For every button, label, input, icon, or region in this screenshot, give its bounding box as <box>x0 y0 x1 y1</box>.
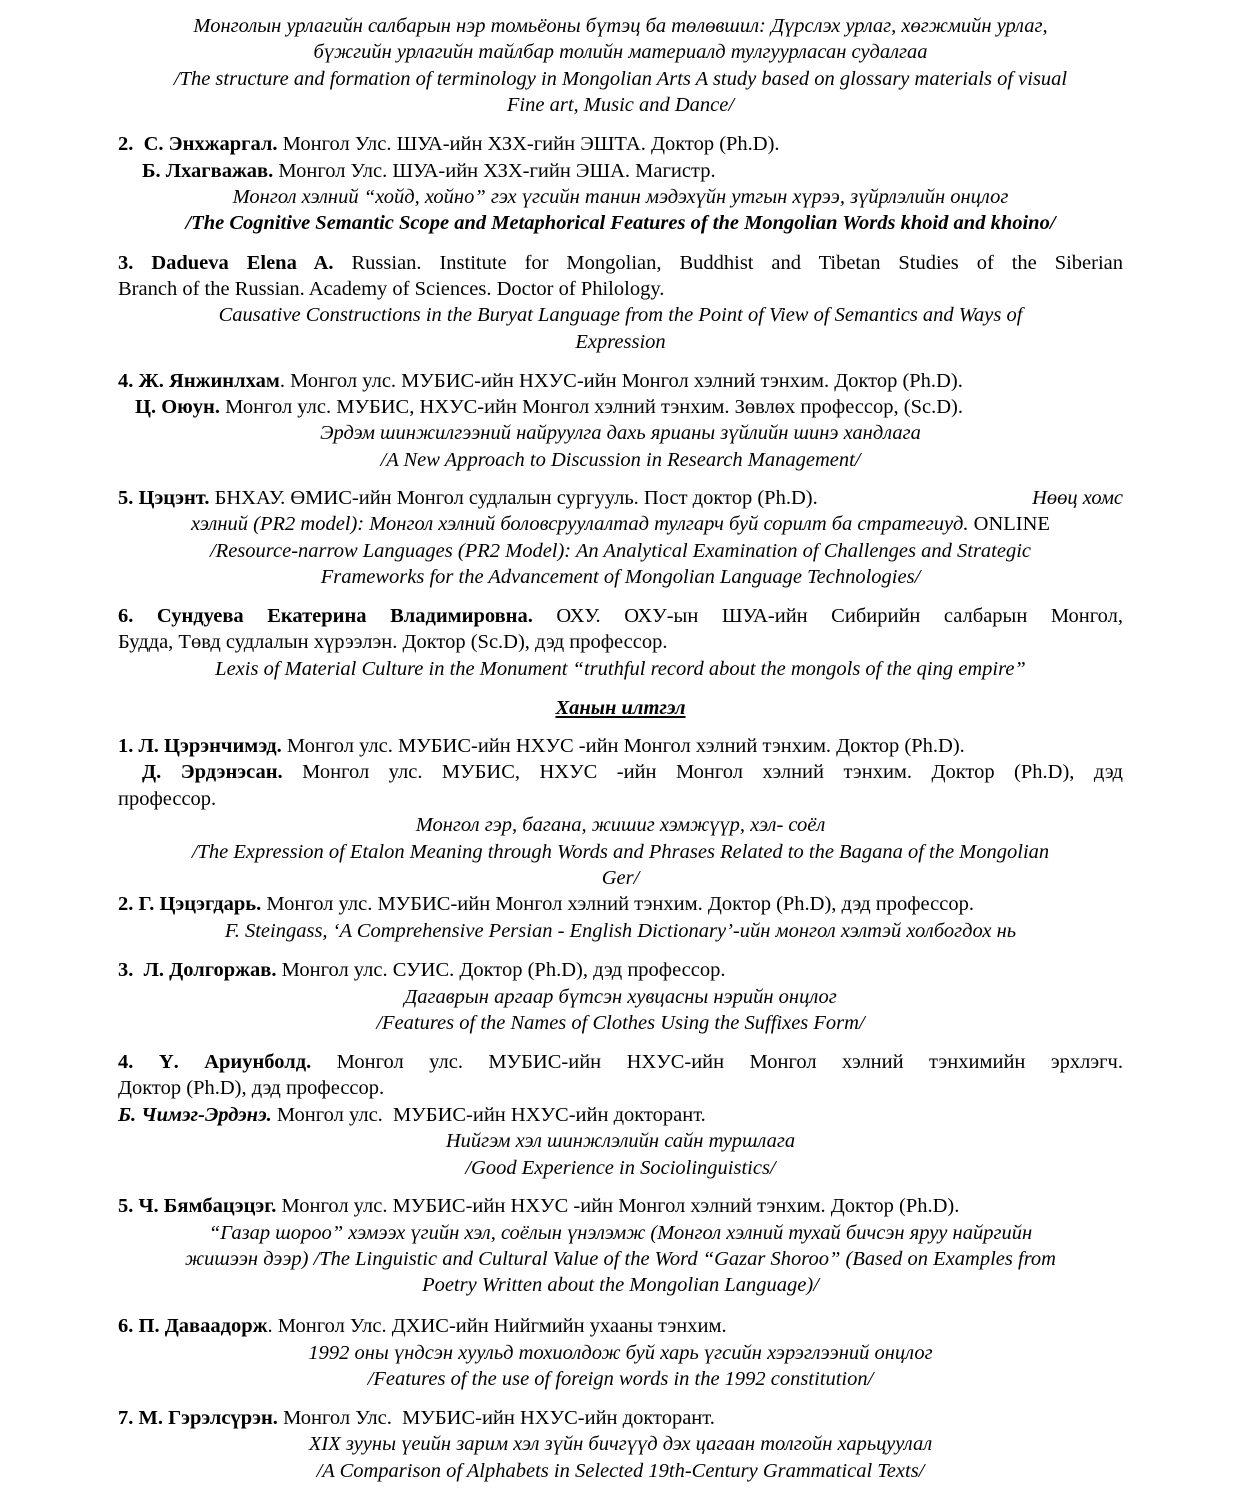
author-name: Л. Долгоржав. <box>143 959 277 981</box>
author-affiliation: Монгол улс. МУБИС-ийн НХУС -ийн Монгол хэлний тэнхим. Доктор (Ph.D). <box>276 1195 960 1217</box>
author-line <box>118 759 1123 785</box>
author-name: С. Энхжаргал. <box>143 133 278 155</box>
title-mn: бүжгийн урлагийн тайлбар толийн материалд тулгуурласан судалгаа <box>313 41 928 63</box>
author-line <box>118 1193 1123 1219</box>
author-affiliation: Будда, Төвд судлалын хүрээлэн. Доктор (Sc.D), дэд профессор. <box>118 631 668 653</box>
title-en: Fine art, Music and Dance/ <box>506 94 735 116</box>
entry-number: 7 <box>118 1407 129 1429</box>
author-name: Б. Лхагважав. <box>142 160 274 182</box>
author-name: Ч. Бямбацэцэг. <box>138 1195 277 1217</box>
title-en: /Good Experience in Sociolinguistics/ <box>465 1157 776 1179</box>
entry-number: 5. <box>118 1195 134 1217</box>
entry-number: 4. <box>118 1051 134 1073</box>
section-heading <box>118 695 1123 721</box>
section-heading-text: Ханын илтгэл <box>555 697 686 719</box>
title: Poetry Written about the Mongolian Language)/ <box>422 1274 819 1296</box>
title-en: Frameworks for the Advancement of Mongolian Language Technologies/ <box>320 566 921 588</box>
author-name: Цэцэнт. <box>138 487 210 509</box>
author-line <box>118 603 1123 629</box>
title-en: /A New Approach to Discussion in Research Management/ <box>380 449 861 471</box>
title-mn: Дагаврын аргаар бүтсэн хувцасны нэрийн онцлог <box>404 986 837 1008</box>
author-affiliation: Монгол улс. МУБИС-ийн НХУС-ийн докторант. <box>271 1104 706 1126</box>
author-name: Б. Чимэг-Эрдэнэ. <box>118 1104 272 1126</box>
author-name: Ү. Ариунболд. <box>158 1051 312 1073</box>
title-en: /Features of the use of foreign words in the 1992 constitution/ <box>367 1368 874 1390</box>
author-affiliation: Монгол Улс. МУБИС-ийн НХУС-ийн докторант. <box>277 1407 715 1429</box>
author-line <box>118 1313 1123 1339</box>
entry-number: 6. <box>118 1315 134 1337</box>
title-mn: Монгол гэр, багана, жишиг хэмжүүр, хэл- соёл <box>415 814 826 836</box>
title-mn: Эрдэм шинжилгээний найруулга дахь ярианы зүйлийн шинэ хандлага <box>320 422 921 444</box>
entry-number: 2. <box>118 133 134 155</box>
title-en: Ger/ <box>601 867 640 889</box>
author-name: П. Даваадорж <box>138 1315 268 1337</box>
title-en: /The structure and formation of terminology in Mongolian Arts A study based on glossary materials of visual <box>173 68 1068 90</box>
author-name: Ц. Оюун. <box>135 396 220 418</box>
title-en: /Features of the Names of Clothes Using the Suffixes Form/ <box>376 1012 865 1034</box>
title-mn: Нөөц хомс <box>1032 487 1123 509</box>
title-en: /A Comparison of Alphabets in Selected 19th-Century Grammatical Texts/ <box>316 1460 925 1482</box>
presentation-format: ONLINE <box>968 513 1050 535</box>
title-en: Expression <box>575 331 666 353</box>
author-line <box>118 250 1123 276</box>
author-line <box>118 891 1123 917</box>
author-line <box>118 733 1123 759</box>
title-mn: XIX зууны үеийн зарим хэл зүйн бичгүүд дэх цагаан толгойн харьцуулал <box>308 1433 933 1455</box>
author-name: Д. Эрдэнэсан. <box>142 761 283 783</box>
author-affiliation: профессор. <box>118 788 217 810</box>
author-line <box>118 485 1123 511</box>
author-line <box>118 1102 1123 1128</box>
author-affiliation: ОХУ. ОХУ-ын ШУА-ийн Сибирийн салбарын Монгол, <box>532 605 1123 627</box>
entry-number: 4. <box>118 370 134 392</box>
author-affiliation: Branch of the Russian. Academy of Sciences. Doctor of Philology. <box>118 278 665 300</box>
author-name: Ж. Янжинлхам <box>138 370 280 392</box>
author-affiliation: Монгол улс. МУБИС-ийн НХУС -ийн Монгол хэлний тэнхим. Доктор (Ph.D). <box>281 735 965 757</box>
author-line <box>118 1405 1123 1431</box>
entry-number: 3. <box>118 959 134 981</box>
title-en: /The Cognitive Semantic Scope and Metaphorical Features of the Mongolian Words khoid and khoino/ <box>185 212 1056 234</box>
author-affiliation: Монгол Улс. ШУА-ийн ХЗХ-гийн ЭШТА. Доктор (Ph.D). <box>277 133 780 155</box>
author-name: Сундуева Екатерина Владимировна. <box>156 605 533 627</box>
entry-number: 3. <box>118 252 134 274</box>
author-line <box>118 957 1123 983</box>
title-line <box>118 511 1123 537</box>
title-mn: Монгол хэлний “хойд, хойно” гэх үгсийн танин мэдэхүйн утгын хүрээ, зүйрлэлийн онцлог <box>232 186 1009 208</box>
title-en: /Resource-narrow Languages (PR2 Model): An Analytical Examination of Challenges and Strategic <box>209 540 1032 562</box>
author-name: Dadueva Elena A. <box>151 252 334 274</box>
author-name: Л. Цэрэнчимэд. <box>138 735 282 757</box>
author-name: Г. Цэцэгдарь. <box>138 893 262 915</box>
author-affiliation: Монгол улс. СУИС. Доктор (Ph.D), дэд профессор. <box>276 959 726 981</box>
author-affiliation: Монгол улс. МУБИС, НХУС -ийн Монгол хэлний тэнхим. Доктор (Ph.D), дэд <box>282 761 1123 783</box>
title-en: Causative Constructions in the Buryat Language from the Point of View of Semantics and Ways of <box>218 304 1023 326</box>
author-affiliation: Монгол Улс. ШУА-ийн ХЗХ-гийн ЭША. Магистр. <box>273 160 716 182</box>
entry-number: 1. <box>118 735 134 757</box>
author-line <box>118 394 1140 420</box>
title: “Газар шороо” хэмээх үгийн хэл, соёлын үнэлэмж (Монгол хэлний тухай бичсэн яруу найргийн <box>208 1222 1033 1244</box>
author-affiliation: Монгол улс. МУБИС, НХУС-ийн Монгол хэлний тэнхим. Зөвлөх профессор, (Sc.D). <box>220 396 963 418</box>
author-line <box>118 368 1123 394</box>
author-name: . М. Гэрэлсүрэн. <box>128 1407 278 1429</box>
title-en: /The Expression of Etalon Meaning through Words and Phrases Related to the Bagana of the Mongolian <box>191 841 1050 863</box>
entry-number: 2. <box>118 893 134 915</box>
author-affiliation: Доктор (Ph.D), дэд профессор. <box>118 1077 385 1099</box>
title: F. Steingass, ‘A Comprehensive Persian - English Dictionary’-ийн монгол хэлтэй холбогдох нь <box>224 920 1017 942</box>
author-affiliation: Монгол улс. МУБИС-ийн Монгол хэлний тэнхим. Доктор (Ph.D), дэд профессор. <box>261 893 974 915</box>
author-affiliation: . Монгол Улс. ДХИС-ийн Нийгмийн ухааны тэнхим. <box>267 1315 727 1337</box>
title-mn: Нийгэм хэл шинжлэлийн сайн туршлага <box>445 1130 796 1152</box>
author-affiliation: Монгол улс. МУБИС-ийн НХУС-ийн Монгол хэлний тэнхимийн эрхлэгч. <box>311 1051 1123 1073</box>
title-mn: 1992 оны үндсэн хуульд тохиолдож буй харь үгсийн хэрэглээний онцлог <box>308 1342 933 1364</box>
author-line <box>118 131 1123 157</box>
author-affiliation: БНХАУ. ӨМИС-ийн Монгол судлалын сургууль. Пост доктор (Ph.D). <box>209 487 818 509</box>
author-line <box>118 1049 1123 1075</box>
title-mn: хэлний (PR2 model): Монгол хэлний боловсруулалтад тулгарч буй сорилт ба стратегиуд. <box>191 513 969 535</box>
author-line <box>118 158 1147 184</box>
author-affiliation: Russian. Institute for Mongolian, Buddhist and Tibetan Studies of the Siberian <box>333 252 1124 274</box>
author-affiliation: . Монгол улс. МУБИС-ийн НХУС-ийн Монгол хэлний тэнхим. Доктор (Ph.D). <box>279 370 963 392</box>
title: жишээн дээр) /The Linguistic and Cultural Value of the Word “Gazar Shoroo” (Based on Examples from <box>185 1248 1056 1270</box>
title-en: Lexis of Material Culture in the Monument “truthful record about the mongols of the qing empire” <box>215 658 1026 680</box>
entry-number: 5. <box>118 487 134 509</box>
entry-number: 6. <box>118 605 134 627</box>
title-mn: Монголын урлагийн салбарын нэр томьёоны бүтэц ба төлөвшил: Дүрслэх урлаг, хөгжмийн урлаг, <box>193 15 1048 37</box>
